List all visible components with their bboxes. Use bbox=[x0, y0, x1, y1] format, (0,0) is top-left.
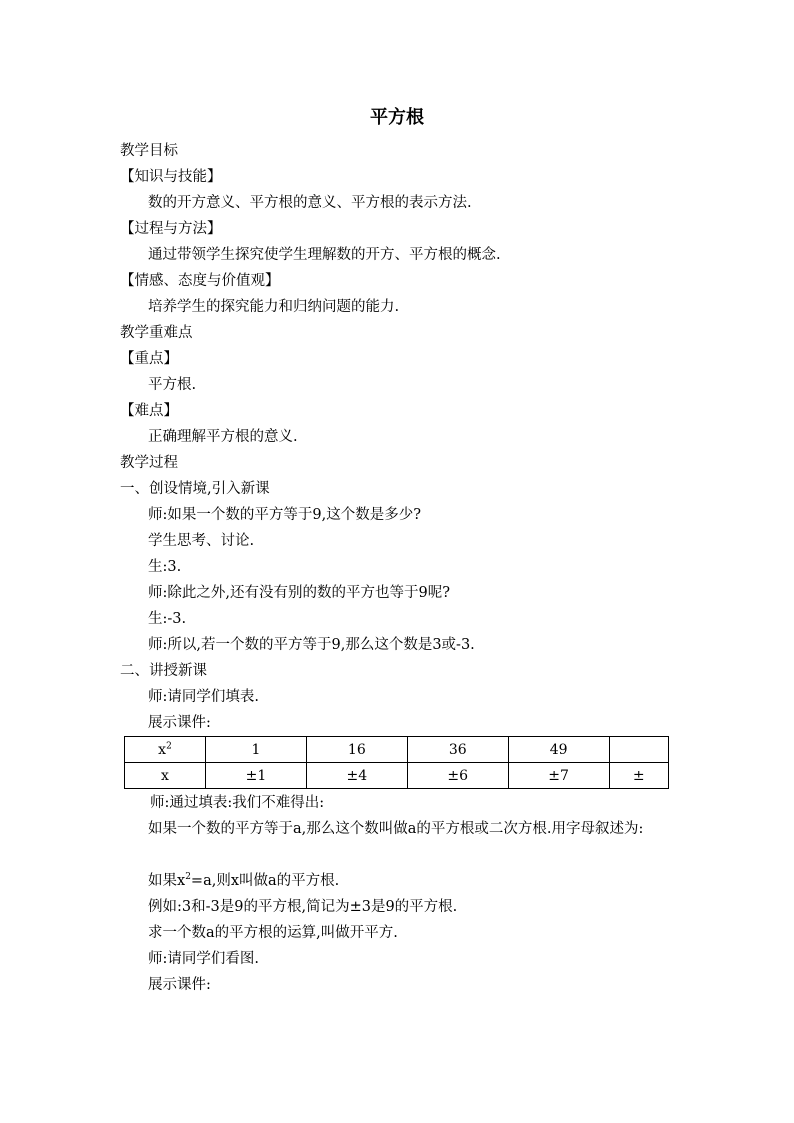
table-cell: ±1 bbox=[206, 763, 307, 789]
square-root-table bbox=[124, 736, 669, 789]
section1-line: 生:3. bbox=[148, 559, 182, 575]
exponent: 2 bbox=[185, 872, 191, 883]
section1-line: 师:所以,若一个数的平方等于9,那么这个数是3或-3. bbox=[148, 637, 475, 653]
section1-line: 学生思考、讨论. bbox=[148, 533, 255, 549]
table-cell: 16 bbox=[306, 737, 407, 763]
page-title: 平方根 bbox=[370, 107, 424, 128]
section1-heading: 一、创设情境,引入新课 bbox=[120, 481, 270, 497]
table-cell: 1 bbox=[206, 737, 307, 763]
section2-line: 展示课件: bbox=[148, 715, 211, 731]
emotion-text: 培养学生的探究能力和归纳问题的能力. bbox=[148, 299, 400, 315]
knowledge-text: 数的开方意义、平方根的意义、平方根的表示方法. bbox=[148, 195, 472, 211]
difficulty-heading: 【难点】 bbox=[120, 403, 178, 419]
look-text: 师:请同学们看图. bbox=[148, 951, 259, 967]
table-row bbox=[125, 763, 669, 789]
table-cell bbox=[609, 737, 668, 763]
summary-text: 师:通过填表:我们不难得出: bbox=[150, 795, 325, 811]
objectives-heading: 教学目标 bbox=[120, 143, 178, 159]
table-cell: ±4 bbox=[306, 763, 407, 789]
table-cell: ±7 bbox=[508, 763, 609, 789]
show-text: 展示课件: bbox=[148, 977, 211, 993]
symbolic-post: =a,则x叫做a的平方根. bbox=[190, 873, 340, 889]
table-cell: 49 bbox=[508, 737, 609, 763]
difficulty-text: 正确理解平方根的意义. bbox=[148, 429, 298, 445]
definition-content: 如果一个数的平方等于a,那么这个数叫做a的平方根或二次方根.用字母叙述为: bbox=[148, 821, 644, 837]
table-cell: 36 bbox=[407, 737, 508, 763]
symbolic-pre: 如果x bbox=[148, 873, 186, 889]
process-method-text: 通过带领学生探究使学生理解数的开方、平方根的概念. bbox=[148, 247, 501, 263]
key-points-heading: 教学重难点 bbox=[120, 325, 193, 341]
focus-text: 平方根. bbox=[148, 377, 197, 393]
definition-text bbox=[120, 816, 680, 843]
process-method-heading: 【过程与方法】 bbox=[120, 221, 222, 237]
emotion-heading: 【情感、态度与价值观】 bbox=[120, 273, 280, 289]
section1-line: 生:-3. bbox=[148, 611, 187, 627]
teaching-process-heading: 教学过程 bbox=[120, 455, 178, 471]
example-text: 例如:3和-3是9的平方根,简记为±3是9的平方根. bbox=[148, 899, 458, 915]
table-row-header bbox=[125, 737, 206, 763]
section1-line: 师:如果一个数的平方等于9,这个数是多少? bbox=[148, 507, 421, 523]
exponent: 2 bbox=[166, 740, 172, 751]
x-symbol: x bbox=[158, 741, 167, 758]
section1-line: 师:除此之外,还有没有别的数的平方也等于9呢? bbox=[148, 585, 450, 601]
focus-heading: 【重点】 bbox=[120, 351, 178, 367]
table-row-header: x bbox=[125, 763, 206, 789]
table-cell: ±6 bbox=[407, 763, 508, 789]
symbolic-definition bbox=[148, 871, 708, 891]
section2-line: 师:请同学们填表. bbox=[148, 689, 259, 705]
section2-heading: 二、讲授新课 bbox=[120, 663, 207, 679]
table-cell: ± bbox=[609, 763, 668, 789]
operation-text: 求一个数a的平方根的运算,叫做开平方. bbox=[148, 925, 398, 941]
table-row bbox=[125, 737, 669, 763]
knowledge-heading: 【知识与技能】 bbox=[120, 169, 222, 185]
